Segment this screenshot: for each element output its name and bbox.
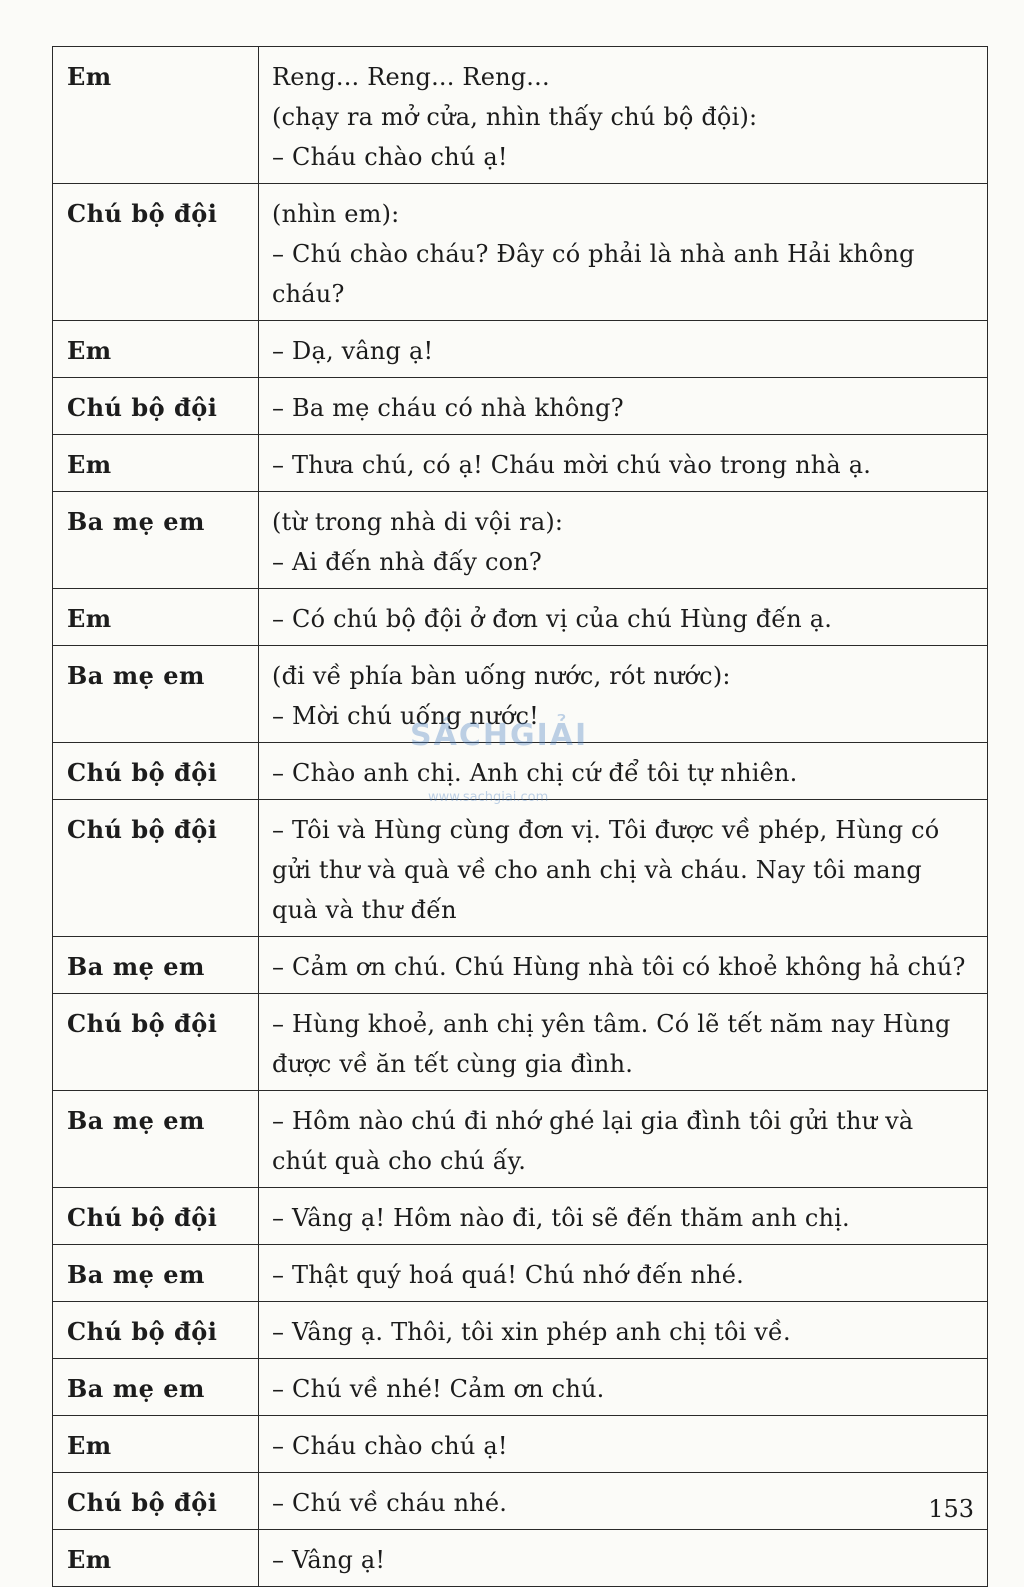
speech-line: – Cháu chào chú ạ!	[272, 143, 508, 171]
speaker-cell: Chú bộ đội	[53, 743, 259, 800]
page-number: 153	[928, 1495, 974, 1523]
speech-cell	[259, 1188, 988, 1245]
speech-cell	[259, 1245, 988, 1302]
dialogue-row	[53, 937, 988, 994]
speech-line: – Thưa chú, có ạ! Cháu mời chú vào trong nhà ạ.	[272, 451, 872, 479]
speech-cell	[259, 1530, 988, 1587]
dialogue-row	[53, 800, 988, 937]
dialogue-row	[53, 1091, 988, 1188]
speaker-cell: Em	[53, 1530, 259, 1587]
speaker-cell: Chú bộ đội	[53, 994, 259, 1091]
speech-line: – Chào anh chị. Anh chị cứ để tôi tự nhiên.	[272, 759, 798, 787]
speech-line: Reng... Reng... Reng...	[272, 63, 550, 91]
dialogue-row	[53, 378, 988, 435]
speech-cell	[259, 321, 988, 378]
speech-line: (đi về phía bàn uống nước, rót nước):	[272, 662, 731, 690]
speech-line: – Hôm nào chú đi nhớ ghé lại gia đình tôi gửi thư và chút quà cho chú ấy.	[272, 1107, 914, 1175]
speech-cell	[259, 1416, 988, 1473]
speech-line: (nhìn em):	[272, 200, 400, 228]
speech-line: – Cảm ơn chú. Chú Hùng nhà tôi có khoẻ không hả chú?	[272, 953, 966, 981]
speech-cell	[259, 1091, 988, 1188]
speech-cell	[259, 589, 988, 646]
speech-cell	[259, 1359, 988, 1416]
speech-line: – Vâng ạ! Hôm nào đi, tôi sẽ đến thăm anh chị.	[272, 1204, 850, 1232]
speech-cell	[259, 435, 988, 492]
dialogue-row	[53, 321, 988, 378]
dialogue-row	[53, 743, 988, 800]
speech-cell	[259, 47, 988, 184]
speech-line: (chạy ra mở cửa, nhìn thấy chú bộ đội):	[272, 103, 758, 131]
speaker-cell: Em	[53, 47, 259, 184]
speaker-cell: Chú bộ đội	[53, 1473, 259, 1530]
speech-line: – Dạ, vâng ạ!	[272, 337, 434, 365]
dialogue-row	[53, 1416, 988, 1473]
dialogue-row	[53, 1302, 988, 1359]
dialogue-row	[53, 994, 988, 1091]
speech-line: – Vâng ạ. Thôi, tôi xin phép anh chị tôi về.	[272, 1318, 791, 1346]
watermark-url: www.sachgiai.com	[428, 790, 549, 805]
speaker-cell: Chú bộ đội	[53, 800, 259, 937]
dialogue-row	[53, 646, 988, 743]
dialogue-row	[53, 47, 988, 184]
dialogue-table	[52, 46, 988, 1587]
speech-line: – Chú về nhé! Cảm ơn chú.	[272, 1375, 605, 1403]
speech-cell	[259, 994, 988, 1091]
speaker-cell: Ba mẹ em	[53, 1091, 259, 1188]
speaker-cell: Em	[53, 589, 259, 646]
speaker-cell: Ba mẹ em	[53, 937, 259, 994]
speaker-cell: Ba mẹ em	[53, 1359, 259, 1416]
speech-line: – Thật quý hoá quá! Chú nhớ đến nhé.	[272, 1261, 744, 1289]
speech-line: – Vâng ạ!	[272, 1546, 386, 1574]
speaker-cell: Ba mẹ em	[53, 492, 259, 589]
speech-cell	[259, 937, 988, 994]
speech-line: – Ba mẹ cháu có nhà không?	[272, 394, 624, 422]
speaker-cell: Ba mẹ em	[53, 646, 259, 743]
watermark-logo-text: SÁCHGIẢI	[410, 718, 589, 753]
speech-cell	[259, 800, 988, 937]
speaker-cell: Chú bộ đội	[53, 1302, 259, 1359]
speaker-cell: Em	[53, 1416, 259, 1473]
dialogue-row	[53, 435, 988, 492]
speech-cell	[259, 492, 988, 589]
speech-cell	[259, 378, 988, 435]
speech-line: (từ trong nhà di vội ra):	[272, 508, 564, 536]
speech-line: – Cháu chào chú ạ!	[272, 1432, 508, 1460]
speaker-cell: Chú bộ đội	[53, 1188, 259, 1245]
speech-line: – Chú chào cháu? Đây có phải là nhà anh Hải không cháu?	[272, 240, 915, 308]
speech-line: – Mời chú uống nước!	[272, 702, 539, 730]
dialogue-row	[53, 1359, 988, 1416]
speech-cell	[259, 1302, 988, 1359]
dialogue-row	[53, 1188, 988, 1245]
speaker-cell: Em	[53, 435, 259, 492]
dialogue-row	[53, 1473, 988, 1530]
speech-cell	[259, 184, 988, 321]
dialogue-row	[53, 184, 988, 321]
dialogue-row	[53, 492, 988, 589]
speaker-cell: Chú bộ đội	[53, 184, 259, 321]
dialogue-row	[53, 589, 988, 646]
dialogue-row	[53, 1245, 988, 1302]
speech-line: – Ai đến nhà đấy con?	[272, 548, 543, 576]
dialogue-body	[53, 47, 988, 1587]
speech-cell	[259, 646, 988, 743]
dialogue-row	[53, 1530, 988, 1587]
speech-cell	[259, 1473, 988, 1530]
speech-line: – Chú về cháu nhé.	[272, 1489, 508, 1517]
speech-cell	[259, 743, 988, 800]
speaker-cell: Chú bộ đội	[53, 378, 259, 435]
speech-line: – Có chú bộ đội ở đơn vị của chú Hùng đến ạ.	[272, 605, 833, 633]
speaker-cell: Em	[53, 321, 259, 378]
speaker-cell: Ba mẹ em	[53, 1245, 259, 1302]
speech-line: – Hùng khoẻ, anh chị yên tâm. Có lẽ tết năm nay Hùng được về ăn tết cùng gia đình.	[272, 1010, 951, 1078]
speech-line: – Tôi và Hùng cùng đơn vị. Tôi được về phép, Hùng có gửi thư và quà về cho anh chị và cháu. Nay tôi mang quà và thư đến	[272, 816, 940, 924]
